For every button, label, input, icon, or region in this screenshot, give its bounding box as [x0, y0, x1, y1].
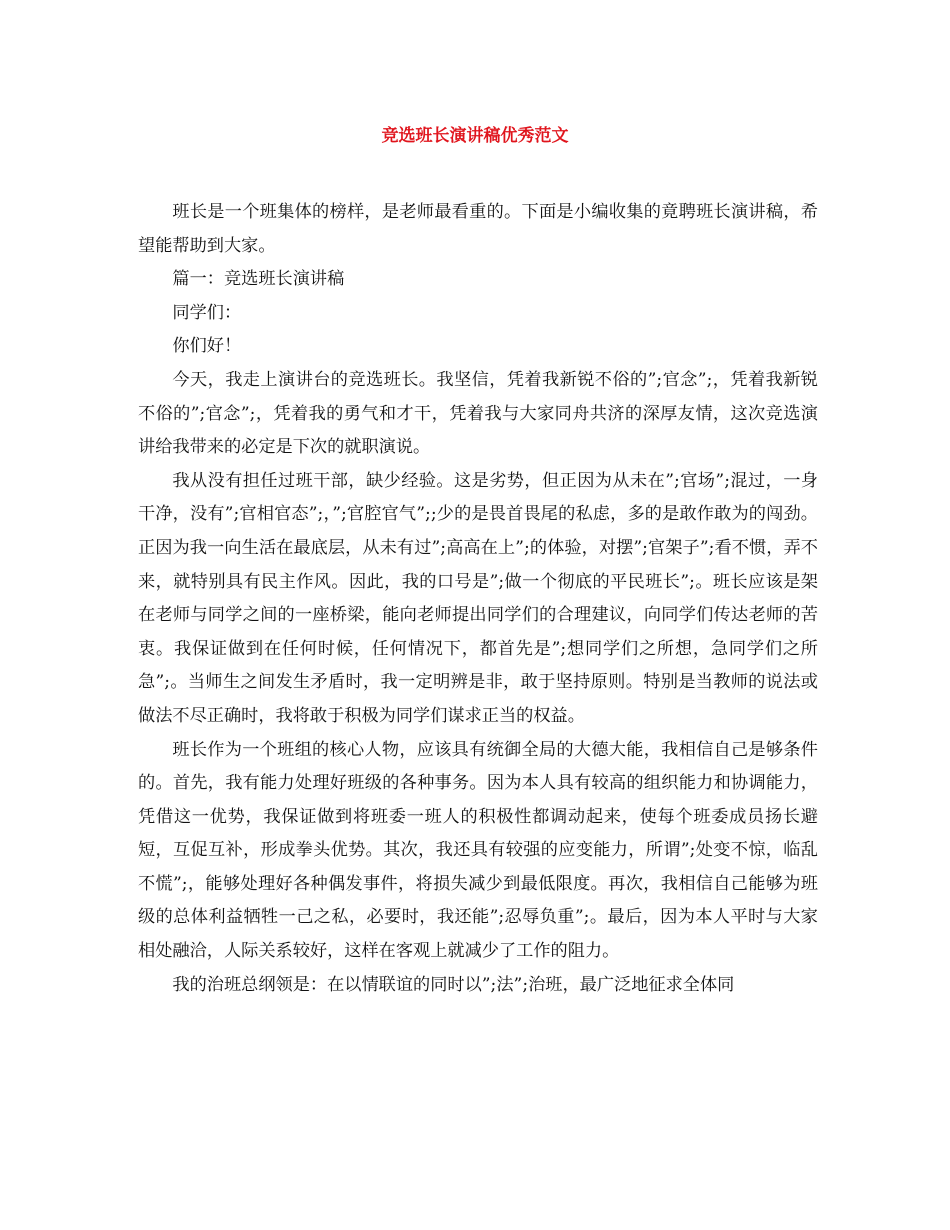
paragraph-salutation: 同学们： [172, 302, 242, 323]
paragraph-experience: 我从没有担任过班干部，缺少经验。这是劣势，但正因为从未在”;官场”;混过，一身干净，没有”;官相官态”;，”;官腔官气”;;少的是畏首畏尾的私虑，多的是敢作敢为的闯劲。正因为我一向生活在最底层，从未有过”;高高在上”;的体验，对摆”;官架子”;看不惯，弄不来，就特别具有民主作风。因此，我的口号是”;做一个彻底的平民班长”;。班长应该是架在老师与同学之间的一座桥梁，能向老师提出同学们的合理建议，向同学们传达老师的苦衷。我保证做到在任何时候，任何情况下，都首先是”;想同学们之所想，急同学们之所急”;。当师生之间发生矛盾时，我一定明辨是非，敢于坚持原则。特别是当教师的说法或做法不尽正确时，我将敢于积极为同学们谋求正当的权益。 [138, 470, 818, 726]
document-body [138, 196, 818, 1002]
paragraph-program: 我的治班总纲领是：在以情联谊的同时以”;法”;治班，最广泛地征求全体同 [172, 974, 735, 995]
paragraph-section-heading: 篇一：竞选班长演讲稿 [172, 269, 345, 290]
paragraph-abilities: 班长作为一个班组的核心人物，应该具有统御全局的大德大能，我相信自己是够条件的。首先，我有能力处理好班级的各种事务。因为本人具有较高的组织能力和协调能力，凭借这一优势，我保证做到将班委一班人的积极性都调动起来，使每个班委成员扬长避短，互促互补，形成拳头优势。其次，我还具有较强的应变能力，所谓”;处变不惊，临乱不慌”;，能够处理好各种偶发事件，将损失减少到最低限度。再次，我相信自己能够为班级的总体利益牺牲一己之私，必要时，我还能”;忍辱负重”;。最后，因为本人平时与大家相处融洽，人际关系较好，这样在客观上就减少了工作的阻力。 [138, 739, 818, 962]
paragraph-intro: 班长是一个班集体的榜样，是老师最看重的。下面是小编收集的竟聘班长演讲稿，希望能帮助到大家。 [138, 202, 818, 256]
paragraph-opening: 今天，我走上演讲台的竞选班长。我坚信，凭着我新锐不俗的”;官念”;，凭着我新锐不俗的”;官念”;，凭着我的勇气和才干，凭着我与大家同舟共济的深厚友情，这次竞选演讲给我带来的必定是下次的就职演说。 [138, 369, 818, 458]
document-title: 竞选班长演讲稿优秀范文 [381, 126, 569, 146]
paragraph-greeting: 你们好！ [172, 336, 242, 357]
